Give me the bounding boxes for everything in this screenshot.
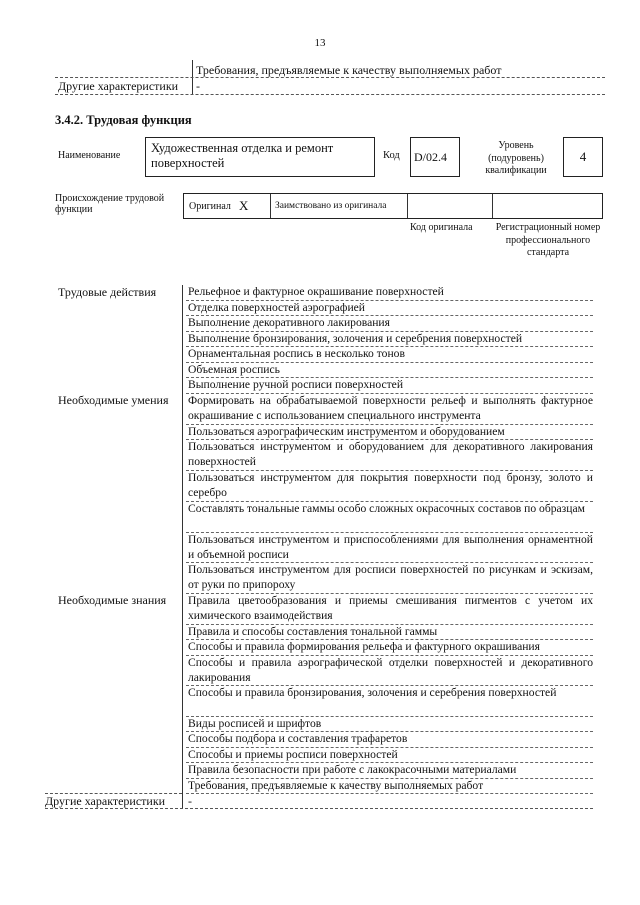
list-item: Виды росписей и шрифтов bbox=[186, 717, 593, 732]
list-item: Формировать на обрабатываемой поверхности рельеф и выполнять фактурное окрашивание с использованием специального инструмента bbox=[186, 394, 593, 425]
level-label: Уровень (подуровень) квалификации bbox=[485, 140, 547, 176]
name-value: Художественная отделка и ремонт поверхностей bbox=[151, 141, 334, 170]
list-item: Выполнение ручной росписи поверхностей bbox=[186, 378, 593, 394]
top-row2-value: - bbox=[196, 79, 200, 93]
list-item: Способы и правила формирования рельефа и фактурного окрашивания bbox=[186, 640, 593, 656]
knowledge-label: Необходимые знания bbox=[58, 593, 167, 607]
list-item: Правила цветообразования и приемы смешивания пигментов с учетом их химического взаимодействия bbox=[186, 594, 593, 625]
list-item: Выполнение декоративного лакирования bbox=[186, 316, 593, 332]
original-mark: X bbox=[239, 198, 249, 213]
list-item: Отделка поверхностей аэрографией bbox=[186, 301, 593, 316]
list-item: Правила безопасности при работе с лакокрасочными материалами bbox=[186, 763, 593, 779]
top-row1-value: Требования, предъявляемые к качеству выполняемых работ bbox=[196, 63, 502, 77]
list-item: Объемная роспись bbox=[186, 363, 593, 378]
top-table bbox=[55, 60, 605, 96]
page-number: 13 bbox=[314, 37, 326, 49]
other-value: - bbox=[188, 794, 192, 808]
code-original-label: Код оригинала bbox=[410, 222, 473, 233]
other-label: Другие характеристики bbox=[45, 794, 166, 808]
list-item: Способы подбора и составления трафаретов bbox=[186, 732, 593, 748]
list-item: Пользоваться инструментом для покрытия поверхности под бронзу, золото и серебро bbox=[186, 471, 593, 502]
list-item: Способы и правила бронзирования, золочения и серебрения поверхностей bbox=[186, 686, 593, 717]
level-value: 4 bbox=[579, 149, 587, 164]
list-item: Пользоваться инструментом и оборудованием для декоративного лакирования поверхностей bbox=[186, 440, 593, 471]
list-item: Способы и правила аэрографической отделки поверхностей и декоративного лакирования bbox=[186, 656, 593, 686]
code-value: D/02.4 bbox=[414, 150, 447, 164]
level-box bbox=[563, 137, 603, 177]
top-row2-label: Другие характеристики bbox=[58, 79, 179, 93]
section-title: 3.4.2. Трудовая функция bbox=[55, 113, 192, 127]
origin-table bbox=[183, 193, 603, 219]
borrowed-label: Заимствовано из оригинала bbox=[275, 201, 387, 211]
skills-label: Необходимые умения bbox=[58, 393, 169, 407]
code-label: Код bbox=[383, 150, 400, 161]
original-label: Оригинал bbox=[189, 201, 231, 212]
list-item: Пользоваться инструментом и приспособлениями для выполнения орнаментной и объемной росписи bbox=[186, 533, 593, 563]
list-item: Пользоваться инструментом для росписи поверхностей по рисункам и эскизам, от руки по припороху bbox=[186, 563, 593, 594]
list-item: Выполнение бронзирования, золочения и серебрения поверхностей bbox=[186, 332, 593, 347]
list-item: Составлять тональные гаммы особо сложных окрасочных составов по образцам bbox=[186, 502, 593, 533]
list-item: Орнаментальная роспись в несколько тонов bbox=[186, 347, 593, 363]
list-item: Правила и способы составления тональной гаммы bbox=[186, 625, 593, 640]
list-item: Пользоваться аэрографическим инструментом и оборудованием bbox=[186, 425, 593, 440]
name-label: Наименование bbox=[58, 150, 121, 161]
list-item: Требования, предъявляемые к качеству выполняемых работ bbox=[186, 779, 593, 794]
actions-label: Трудовые действия bbox=[58, 285, 157, 299]
origin-label: Происхождение трудовой функции bbox=[55, 193, 165, 215]
reg-number-label: Регистрационный номер профессионального стандарта bbox=[495, 222, 601, 258]
code-box bbox=[410, 137, 460, 177]
list-item: Рельефное и фактурное окрашивание поверхностей bbox=[186, 285, 593, 301]
list-item: Способы и приемы росписи поверхностей bbox=[186, 748, 593, 763]
name-box bbox=[145, 137, 375, 177]
